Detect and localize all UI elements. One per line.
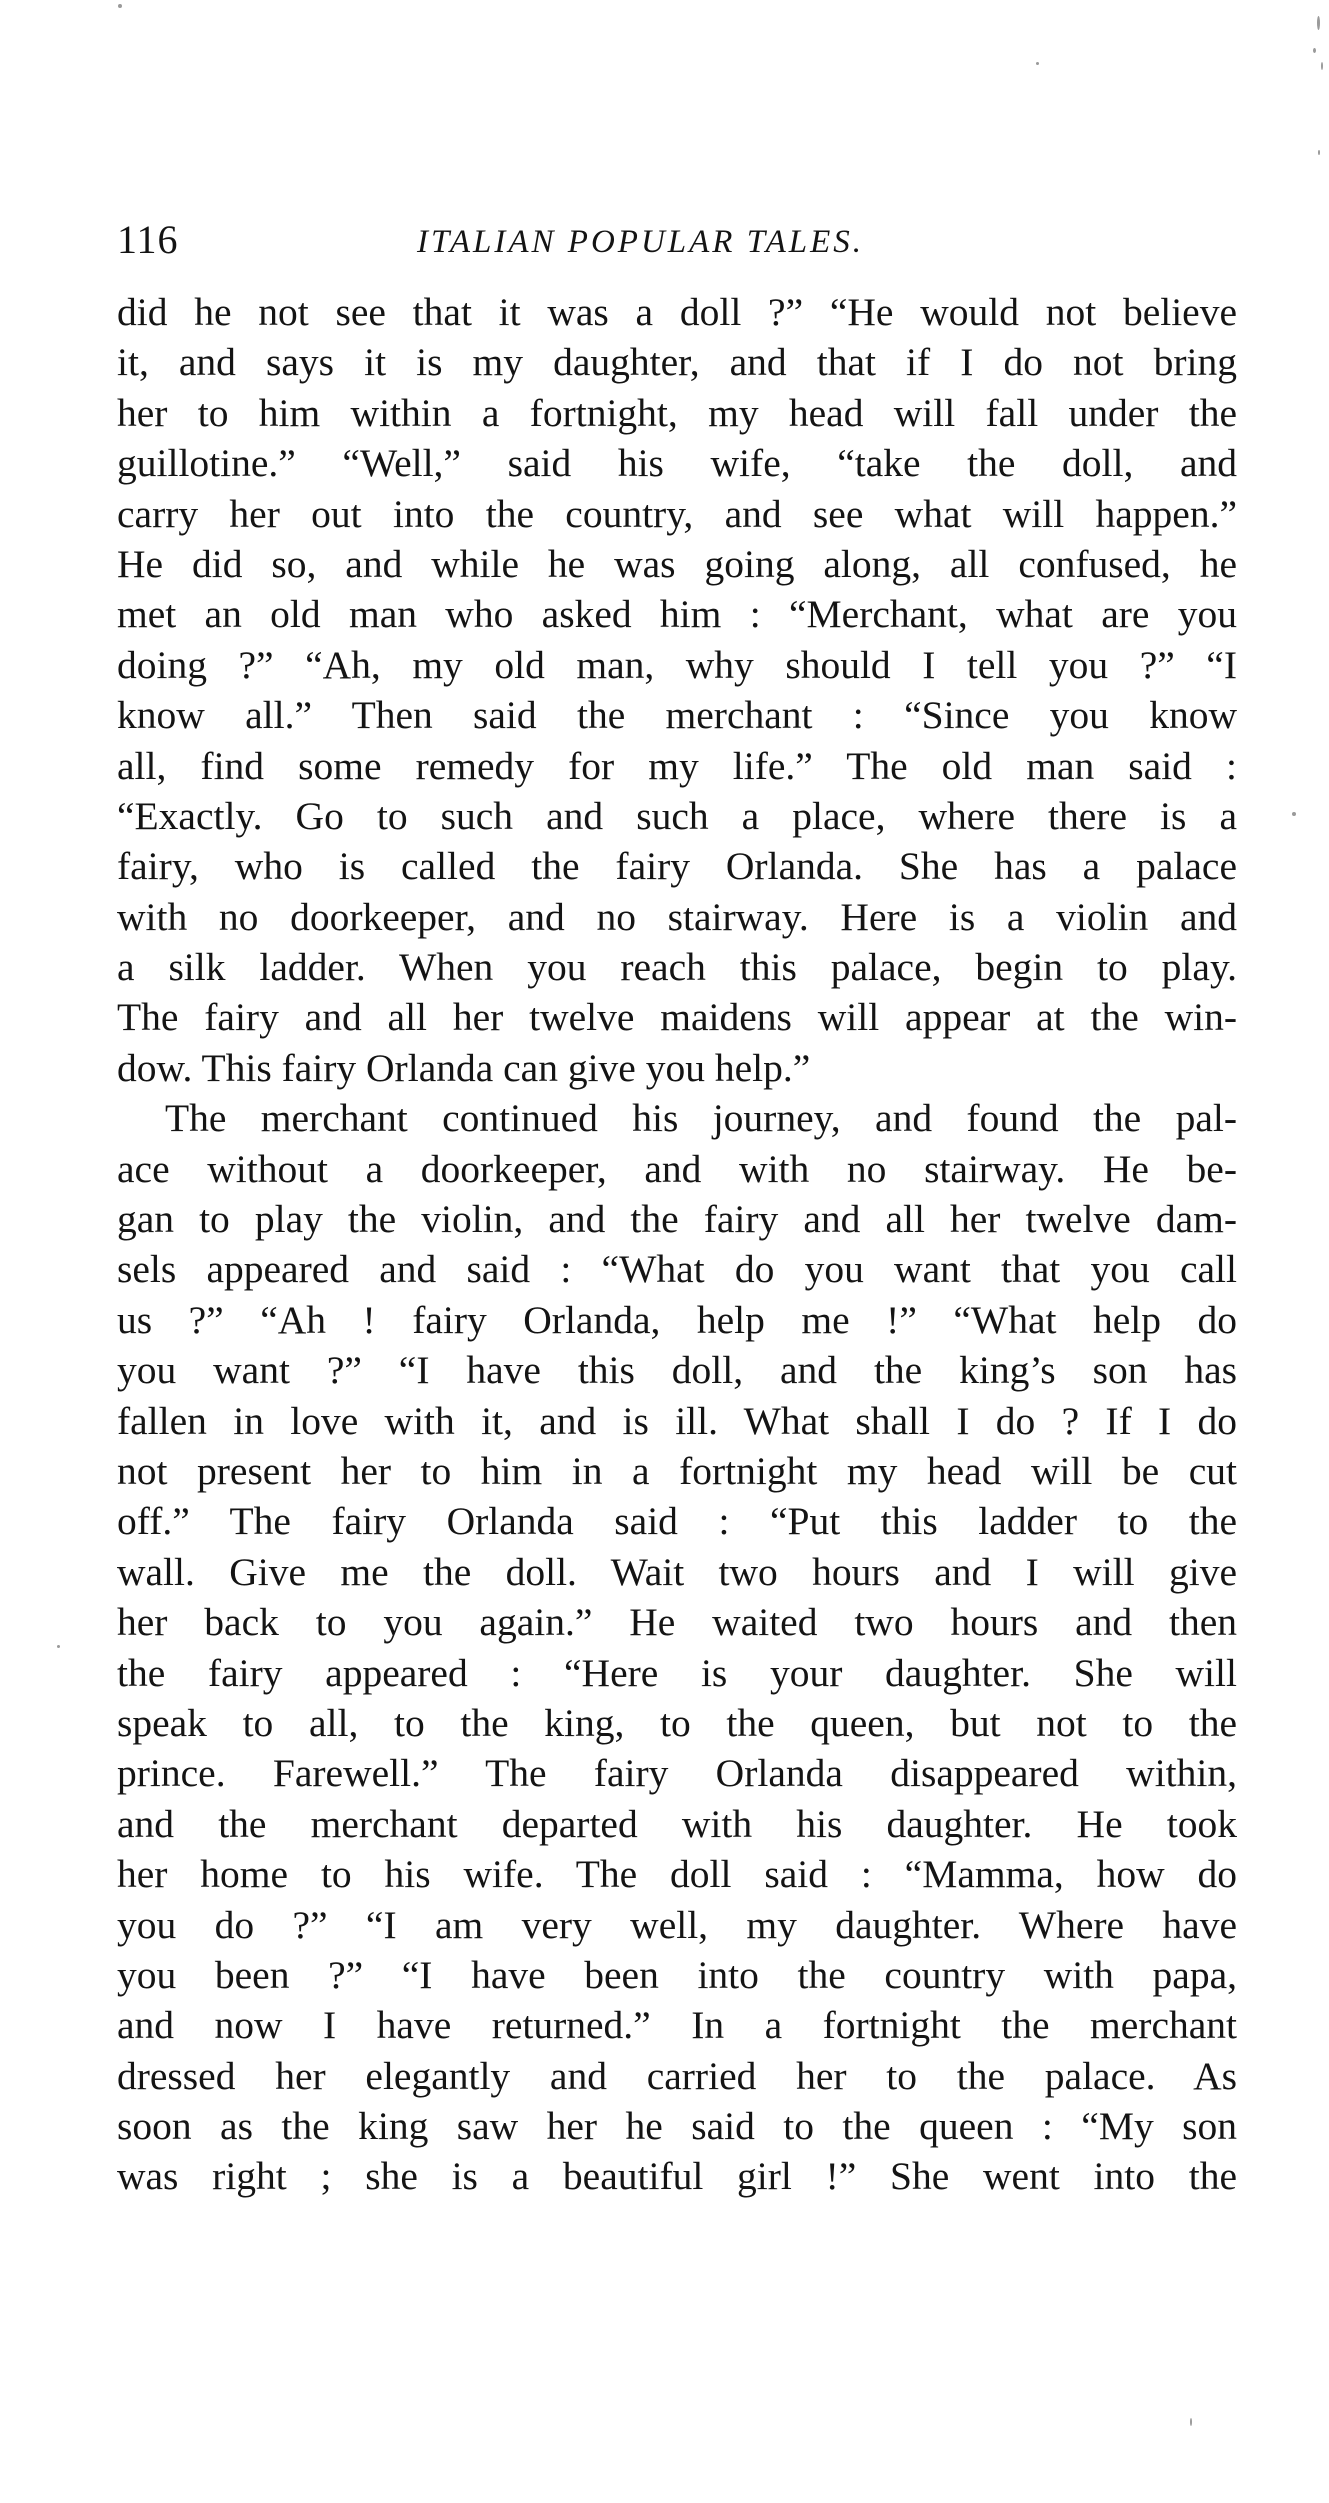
- text-line: with no doorkeeper, and no stairway. Here is a violin and: [117, 894, 1237, 939]
- paper-speck: [57, 1645, 60, 1648]
- text-line: dow. This fairy Orlanda can give you help.”: [117, 1045, 811, 1090]
- text-line: you want ?” “I have this doll, and the king’s son has: [117, 1348, 1237, 1393]
- text-line: not present her to him in a fortnight my head will be cut: [117, 1448, 1237, 1493]
- paper-speck: [118, 4, 122, 8]
- text-line: it, and says it is my daughter, and that if I do not bring: [117, 340, 1237, 385]
- text-line: ace without a doorkeeper, and with no stairway. He be-: [117, 1146, 1237, 1191]
- paper-speck: [1036, 62, 1039, 65]
- body-text: [117, 287, 1237, 2202]
- text-line: gan to play the violin, and the fairy and all her twelve dam-: [117, 1197, 1237, 1242]
- text-line: soon as the king saw her he said to the queen : “My son: [117, 2104, 1237, 2149]
- text-line: did he not see that it was a doll ?” “He would not believe: [117, 290, 1237, 334]
- text-line: fairy, who is called the fairy Orlanda. She has a palace: [117, 844, 1237, 889]
- running-title: ITALIAN POPULAR TALES.: [417, 224, 865, 260]
- text-line: her to him within a fortnight, my head will fall under the: [117, 390, 1237, 435]
- paper-speck: [1190, 2418, 1192, 2426]
- paper-speck: [1317, 16, 1320, 30]
- paper-speck: [1313, 48, 1316, 53]
- text-line: and now I have returned.” In a fortnight the merchant: [117, 2003, 1237, 2048]
- text-line: you do ?” “I am very well, my daughter. Where have: [117, 1902, 1237, 1947]
- text-line: wall. Give me the doll. Wait two hours and I will give: [117, 1549, 1237, 1594]
- text-line: off.” The fairy Orlanda said : “Put this ladder to the: [117, 1499, 1237, 1544]
- paper-speck: [1321, 62, 1323, 70]
- text-line: The merchant continued his journey, and found the pal-: [165, 1096, 1237, 1141]
- text-line: He did so, and while he was going along, all confused, he: [117, 541, 1237, 586]
- text-line: her back to you again.” He waited two hours and then: [117, 1600, 1237, 1645]
- text-line: you been ?” “I have been into the country with papa,: [117, 1952, 1237, 1997]
- text-line: a silk ladder. When you reach this palace, begin to play.: [117, 945, 1237, 990]
- text-line: met an old man who asked him : “Merchant, what are you: [117, 592, 1237, 637]
- paragraph-1: [117, 287, 1237, 1093]
- paper-speck: [1318, 150, 1320, 155]
- text-line: know all.” Then said the merchant : “Since you know: [117, 693, 1237, 738]
- text-line: “Exactly. Go to such and such a place, where there is a: [117, 793, 1237, 838]
- text-line: carry her out into the country, and see what will happen.”: [117, 491, 1237, 536]
- text-line: guillotine.” “Well,” said his wife, “take the doll, and: [117, 441, 1237, 486]
- text-line: was right ; she is a beautiful girl !” She went into the: [117, 2154, 1237, 2199]
- paragraph-2: [117, 1093, 1237, 2202]
- text-line: and the merchant departed with his daughter. He took: [117, 1801, 1237, 1846]
- text-line: us ?” “Ah ! fairy Orlanda, help me !” “What help do: [117, 1297, 1237, 1342]
- text-line: The fairy and all her twelve maidens will appear at the win-: [117, 995, 1237, 1040]
- text-line: the fairy appeared : “Here is your daughter. She will: [117, 1650, 1237, 1695]
- paper-speck: [1292, 812, 1296, 816]
- text-line: speak to all, to the king, to the queen, but not to the: [117, 1700, 1237, 1745]
- text-line: sels appeared and said : “What do you want that you call: [117, 1247, 1237, 1292]
- text-line: her home to his wife. The doll said : “Mamma, how do: [117, 1852, 1237, 1897]
- text-line: doing ?” “Ah, my old man, why should I tell you ?” “I: [117, 642, 1237, 687]
- text-line: dressed her elegantly and carried her to the palace. As: [117, 2053, 1237, 2098]
- text-line: prince. Farewell.” The fairy Orlanda disappeared within,: [117, 1751, 1237, 1796]
- page-number: 116: [117, 217, 179, 262]
- running-head: [117, 210, 1237, 270]
- text-line: all, find some remedy for my life.” The old man said :: [117, 743, 1237, 788]
- text-line: fallen in love with it, and is ill. What shall I do ? If I do: [117, 1398, 1237, 1443]
